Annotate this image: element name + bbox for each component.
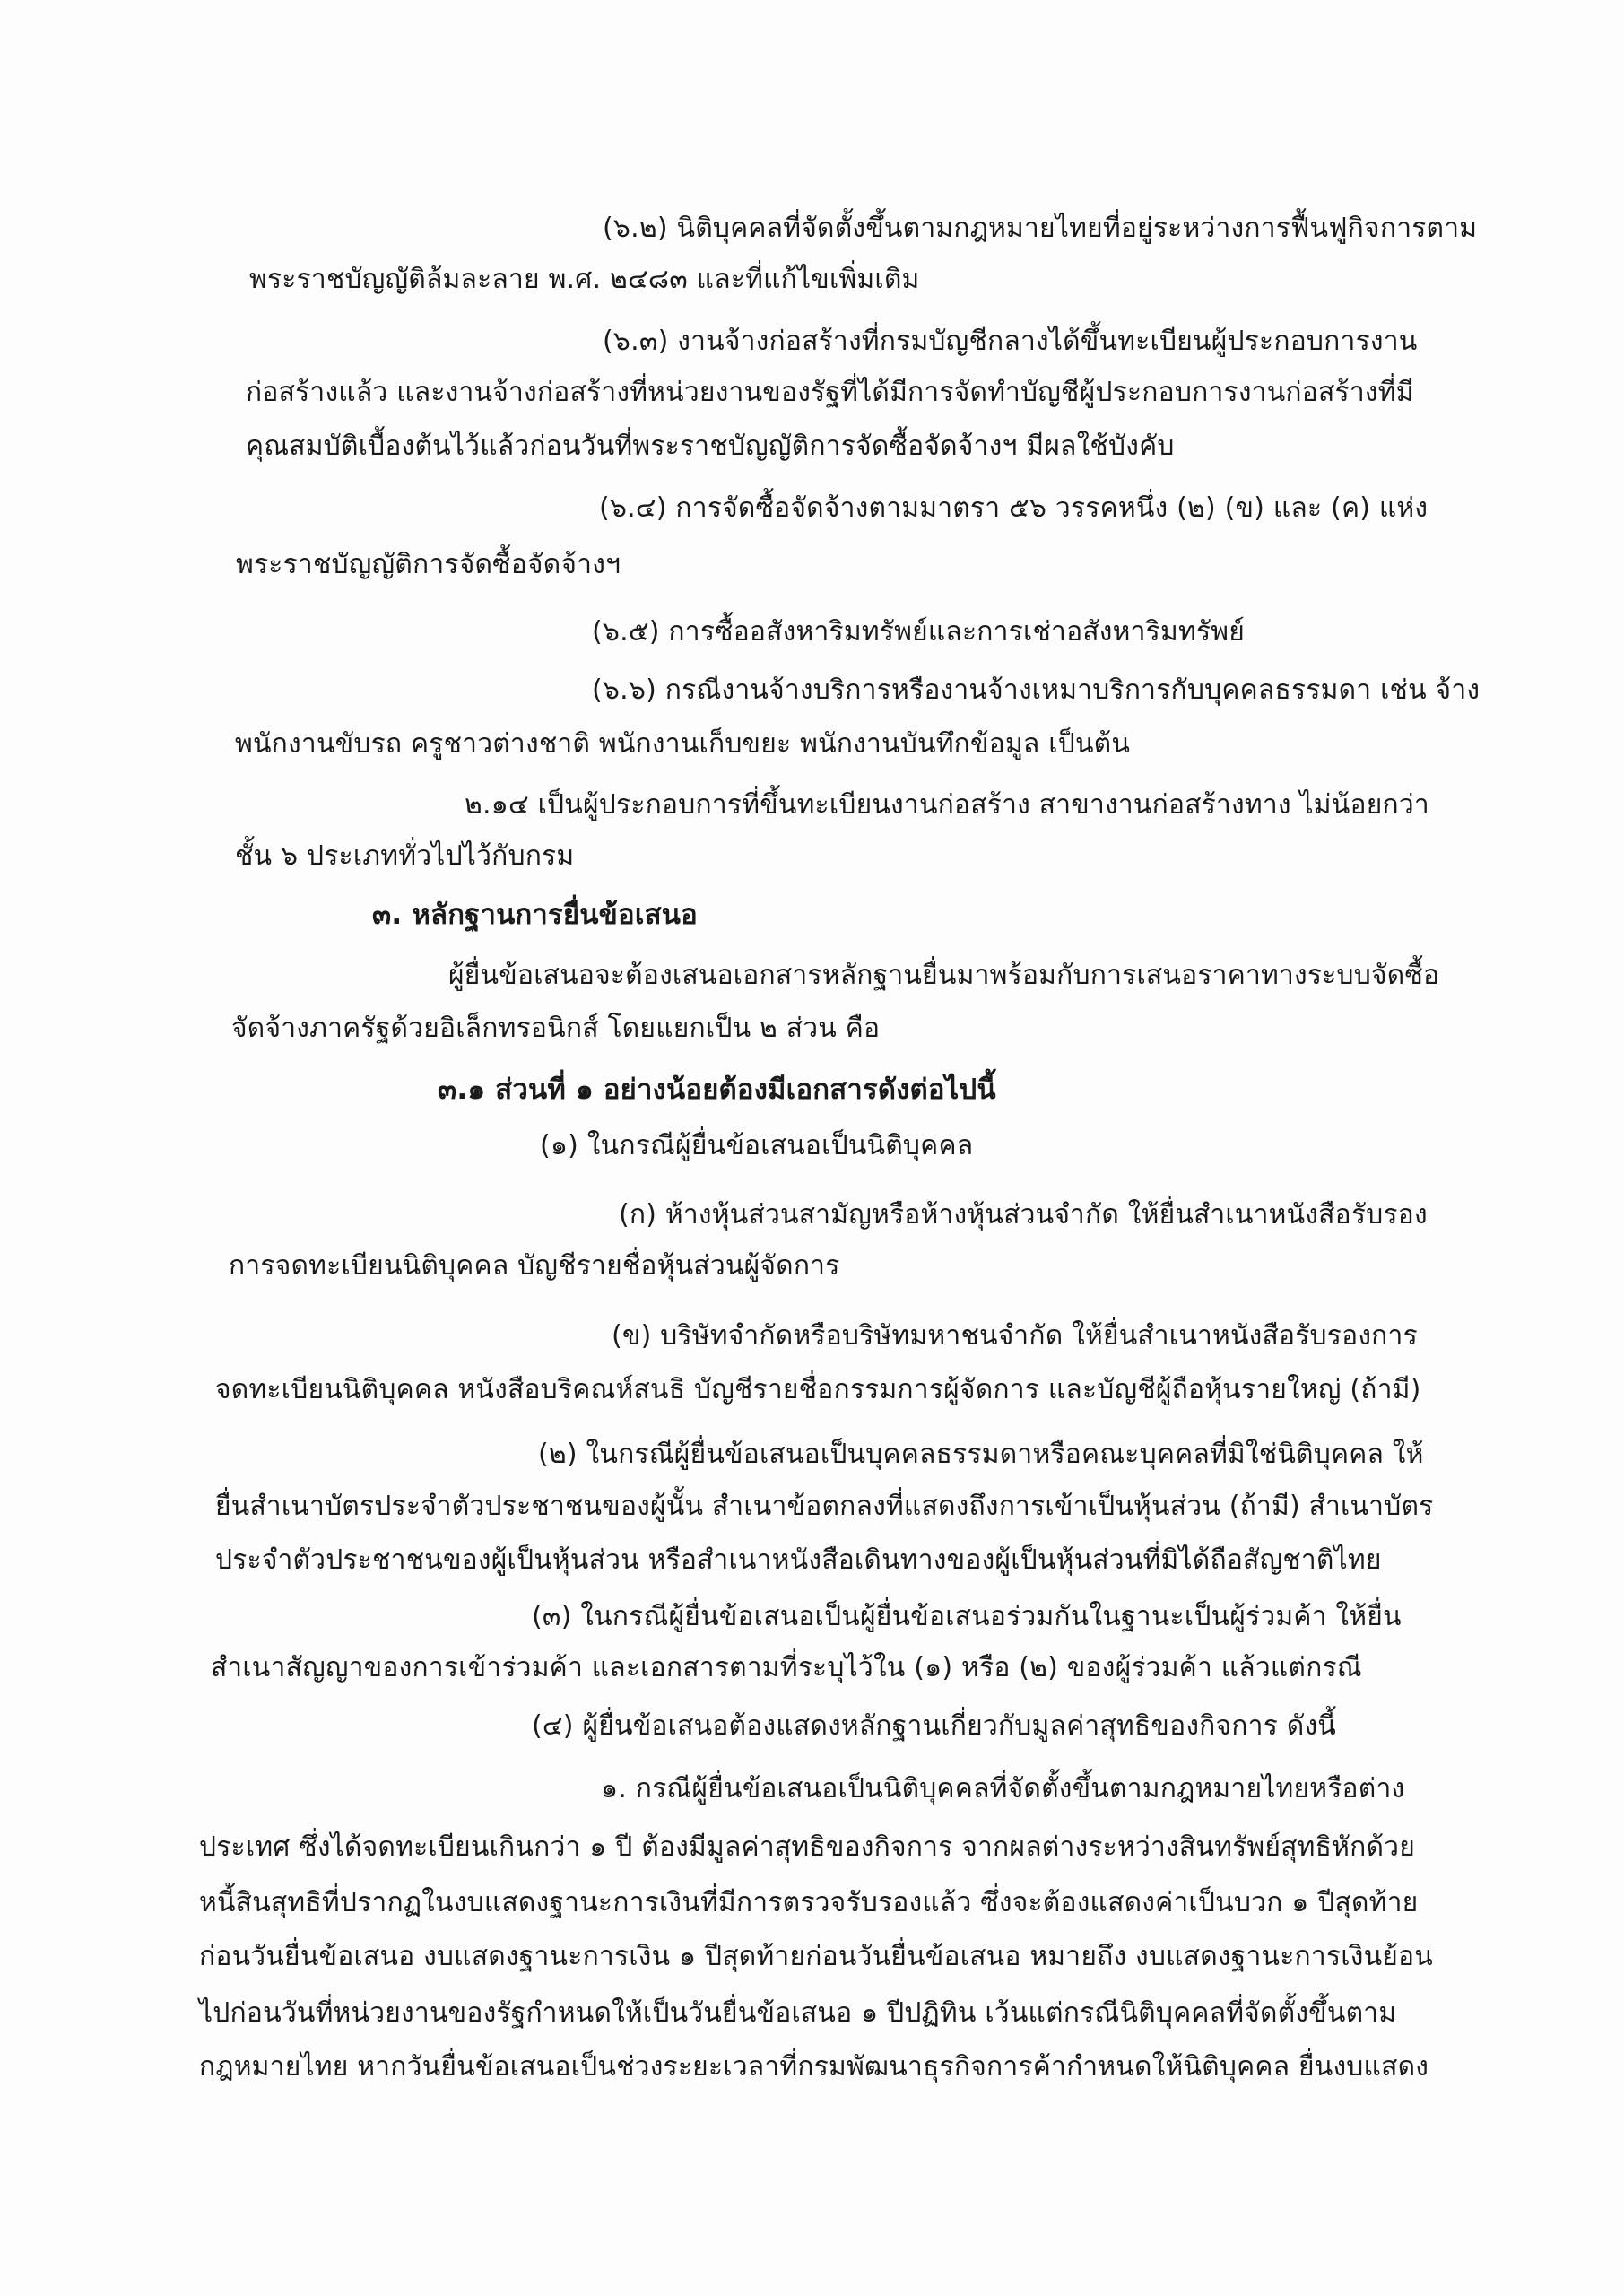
text-line: ยื่นสำเนาบัตรประจำตัวประชาชนของผู้นั้น สำเนาข้อตกลงที่แสดงถึงการเข้าเป็นหุ้นส่วน (ถ้ามี) สำเนาบัตร [215,1491,1434,1522]
text-line: (๖.๓) งานจ้างก่อสร้างที่กรมบัญชีกลางได้ขึ้นทะเบียนผู้ประกอบการงาน [603,326,1418,357]
text-line: (๖.๕) การซื้ออสังหาริมทรัพย์และการเช่าอสังหาริมทรัพย์ [592,616,1246,648]
text-line: ก่อสร้างแล้ว และงานจ้างก่อสร้างที่หน่วยงานของรัฐที่ได้มีการจัดทำบัญชีผู้ประกอบการงานก่อสร้างที่มี [246,377,1414,408]
text-line: คุณสมบัติเบื้องต้นไว้แล้วก่อนวันที่พระราชบัญญัติการจัดซื้อจัดจ้างฯ มีผลใช้บังคับ [246,430,1175,462]
text-line: (ข) บริษัทจำกัดหรือบริษัทมหาชนจำกัด ให้ยื่นสำเนาหนังสือรับรองการ [612,1320,1418,1352]
text-line: (๖.๔) การจัดซื้อจัดจ้างตามมาตรา ๕๖ วรรคหนึ่ง (๒) (ข) และ (ค) แห่ง [599,492,1429,524]
text-line: กฎหมายไทย หากวันยื่นข้อเสนอเป็นช่วงระยะเวลาที่กรมพัฒนาธุรกิจการค้ากำหนดให้นิติบุคคล ยื่นงบแสดง [199,2051,1429,2083]
text-line: จดทะเบียนนิติบุคคล หนังสือบริคณห์สนธิ บัญชีรายชื่อกรรมการผู้จัดการ และบัญชีผู้ถือหุ้นรายใหญ่ (ถ้ามี) [215,1374,1421,1405]
text-line: (๑) ในกรณีผู้ยื่นข้อเสนอเป็นนิติบุคคล [540,1130,974,1161]
text-line: พระราชบัญญัติล้มละลาย พ.ศ. ๒๔๘๓ และที่แก้ไขเพิ่มเติม [249,264,920,295]
text-line: ประเทศ ซึ่งได้จดทะเบียนเกินกว่า ๑ ปี ต้องมีมูลค่าสุทธิของกิจการ จากผลต่างระหว่างสินทรัพย์สุทธิหักด้วย [199,1831,1416,1863]
section-heading: ๓. หลักฐานการยื่นข้อเสนอ [372,899,698,931]
text-line: ชั้น ๖ ประเภททั่วไปไว้กับกรม [235,840,575,872]
subsection-heading: ๓.๑ ส่วนที่ ๑ อย่างน้อยต้องมีเอกสารดังต่อไปนี้ [438,1074,996,1106]
text-line: ๒.๑๔ เป็นผู้ประกอบการที่ขึ้นทะเบียนงานก่อสร้าง สาขางานก่อสร้างทาง ไม่น้อยกว่า [465,789,1429,821]
text-line: (๔) ผู้ยื่นข้อเสนอต้องแสดงหลักฐานเกี่ยวกับมูลค่าสุทธิของกิจการ ดังนี้ [532,1710,1337,1742]
text-line: ประจำตัวประชาชนของผู้เป็นหุ้นส่วน หรือสำเนาหนังสือเดินทางของผู้เป็นหุ้นส่วนที่มิได้ถือสัญชาติไทย [215,1544,1382,1576]
text-line: ก่อนวันยื่นข้อเสนอ งบแสดงฐานะการเงิน ๑ ปีสุดท้ายก่อนวันยื่นข้อเสนอ หมายถึง งบแสดงฐานะการเงินย้อน [199,1941,1433,1972]
text-line: พระราชบัญญัติการจัดซื้อจัดจ้างฯ [236,549,621,580]
text-line: (๖.๒) นิติบุคคลที่จัดตั้งขึ้นตามกฎหมายไทยที่อยู่ระหว่างการฟื้นฟูกิจการตาม [603,213,1478,244]
text-line: (๓) ในกรณีผู้ยื่นข้อเสนอเป็นผู้ยื่นข้อเสนอร่วมกันในฐานะเป็นผู้ร่วมค้า ให้ยื่น [532,1601,1402,1632]
text-line: สำเนาสัญญาของการเข้าร่วมค้า และเอกสารตามที่ระบุไว้ใน (๑) หรือ (๒) ของผู้ร่วมค้า แล้วแต่กรณี [211,1652,1362,1683]
text-line: (ก) ห้างหุ้นส่วนสามัญหรือห้างหุ้นส่วนจำกัด ให้ยื่นสำเนาหนังสือรับรอง [619,1199,1428,1231]
text-line: ๑. กรณีผู้ยื่นข้อเสนอเป็นนิติบุคคลที่จัดตั้งขึ้นตามกฎหมายไทยหรือต่าง [601,1773,1405,1805]
text-line: การจดทะเบียนนิติบุคคล บัญชีรายชื่อหุ้นส่วนผู้จัดการ [229,1250,840,1282]
text-line: ผู้ยื่นข้อเสนอจะต้องเสนอเอกสารหลักฐานยื่นมาพร้อมกับการเสนอราคาทางระบบจัดซื้อ [448,960,1440,991]
text-line: (๖.๖) กรณีงานจ้างบริการหรืองานจ้างเหมาบริการกับบุคคลธรรมดา เช่น จ้าง [592,674,1481,706]
text-line: หนี้สินสุทธิที่ปรากฏในงบแสดงฐานะการเงินที่มีการตรวจรับรองแล้ว ซึ่งจะต้องแสดงค่าเป็นบวก ๑ ปีสุดท้าย [199,1887,1419,1918]
text-line: พนักงานขับรถ ครูชาวต่างชาติ พนักงานเก็บขยะ พนักงานบันทึกข้อมูล เป็นต้น [235,728,1131,760]
text-line: จัดจ้างภาครัฐด้วยอิเล็กทรอนิกส์ โดยแยกเป็น ๒ ส่วน คือ [231,1013,881,1044]
text-line: (๒) ในกรณีผู้ยื่นข้อเสนอเป็นบุคคลธรรมดาหรือคณะบุคคลที่มิใช่นิติบุคคล ให้ [538,1439,1424,1470]
text-line: ไปก่อนวันที่หน่วยงานของรัฐกำหนดให้เป็นวันยื่นข้อเสนอ ๑ ปีปฏิทิน เว้นแต่กรณีนิติบุคคลที่จัดตั้งขึ้นตาม [199,1997,1397,2029]
